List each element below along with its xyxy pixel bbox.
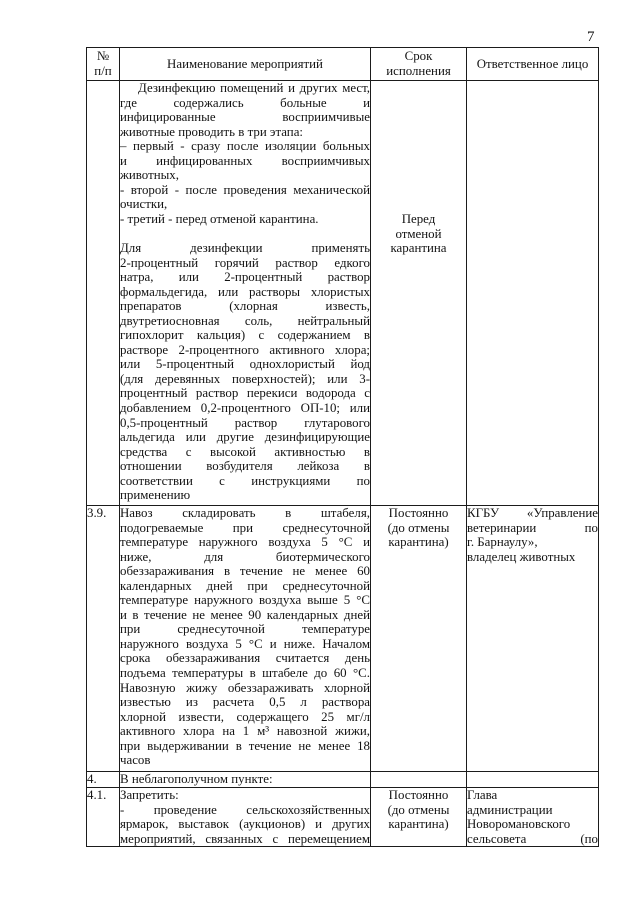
- paragraph: [120, 788, 370, 803]
- text-line: при выдерживании в течение не менее 18: [120, 738, 370, 753]
- responsible-cell: [467, 788, 599, 847]
- table-row: [87, 81, 599, 506]
- text-line: двутретиосновная соль, нейтральный: [120, 313, 370, 328]
- text-line: - проведение сельскохозяйственных: [120, 802, 370, 817]
- text-line: температуре наружного воздуха выше 5 °С: [120, 593, 370, 608]
- text-line: Новоромановского: [467, 817, 571, 832]
- deadline-cell: [371, 81, 467, 506]
- text-line: наружного воздуха 5 °С и ниже. Началом: [120, 636, 370, 651]
- text-line: карантина): [388, 535, 449, 550]
- responsible-cell: [467, 772, 599, 788]
- header-measures: Наименование мероприятий: [120, 48, 371, 81]
- header-row: [87, 48, 599, 81]
- text-line: - третий - перед отменой карантина.: [120, 211, 319, 226]
- text-line: Срок: [404, 49, 433, 64]
- deadline-cell: [371, 772, 467, 788]
- text-line: Постоянно: [388, 788, 449, 802]
- deadline-cell: [371, 788, 467, 847]
- text-line: Навоз складировать в штабеля,: [120, 506, 370, 520]
- text-line: известью из расчета 0,5 л раствора: [120, 695, 370, 710]
- paragraph: [120, 139, 370, 183]
- row-number: [87, 81, 120, 506]
- text-line: обеззараживания в течение не менее 60: [120, 564, 370, 579]
- text-line: добавлением 0,2-процентного ОП-10; или: [120, 401, 370, 416]
- text-line: активного хлора на 1 м³ навозной жижи,: [120, 724, 370, 739]
- text-line: Навозную жижу обеззараживать хлорной: [120, 680, 370, 695]
- measures-cell: [120, 772, 371, 788]
- responsible-cell: [467, 506, 599, 772]
- paragraph: [467, 506, 598, 550]
- text-line: исполнения: [386, 64, 451, 78]
- text-line: срока обеззараживания считается день: [120, 651, 370, 666]
- text-line: В неблагополучном пункте:: [120, 772, 273, 786]
- text-line: Глава: [467, 788, 498, 802]
- paragraph: [120, 772, 370, 787]
- measures-cell: [120, 788, 371, 847]
- text-line: животных,: [120, 168, 179, 183]
- page-number: 7: [587, 29, 595, 45]
- row-number: 3.9.: [87, 506, 120, 772]
- paragraph: [120, 803, 370, 847]
- text-line: мероприятий, связанных с перемещением: [120, 831, 370, 846]
- text-line: подъема температуры в штабеле до 60 °С.: [120, 666, 370, 681]
- text-line: №: [96, 49, 110, 64]
- text-line: процентный раствор перекиси водорода с: [120, 386, 370, 401]
- text-line: Перед: [401, 212, 436, 226]
- text-line: очистки,: [120, 197, 168, 212]
- text-line: соответствии с инструкциями по: [120, 473, 370, 488]
- paragraph: [120, 506, 370, 768]
- text-line: препаратов (хлорная известь,: [120, 299, 370, 314]
- text-line: - второй - после проведения механической: [120, 182, 370, 197]
- text-line: отношении возбудителя лейкоза в: [120, 459, 370, 474]
- paragraph: [467, 550, 598, 565]
- text-line: владелец животных: [467, 549, 576, 564]
- text-line: календарных дней при среднесуточной: [120, 578, 370, 593]
- measures-cell: [120, 81, 371, 506]
- paragraph: [120, 183, 370, 212]
- table-row: [87, 788, 599, 847]
- text-line: карантина: [390, 241, 447, 256]
- text-line: сельсовета (по: [467, 831, 598, 846]
- text-line: альдегида или другие дезинфицирующие: [120, 430, 370, 445]
- text-line: ниже, для биотермического: [120, 549, 370, 564]
- header-deadline: [371, 48, 467, 81]
- measures-table: [86, 47, 599, 847]
- text-line: КГБУ «Управление: [467, 506, 598, 520]
- text-line: или 5-процентный однохлористый йод: [120, 357, 370, 372]
- text-line: карантина): [388, 817, 449, 832]
- measures-cell: [120, 506, 371, 772]
- text-line: температуре наружного воздуха 5 °С и: [120, 535, 370, 550]
- text-line: растворе 2-процентного активного хлора;: [120, 342, 370, 357]
- table-row: [87, 506, 599, 772]
- table-body: [87, 48, 599, 847]
- paragraph: [120, 212, 370, 227]
- text-line: – первый - сразу после изоляции больных: [120, 139, 370, 154]
- text-line: Для дезинфекции применять: [120, 241, 370, 256]
- text-line: часов: [120, 753, 151, 768]
- text-line: 0,5-процентный раствор глутарового: [120, 415, 370, 430]
- text-line: где содержались больные и: [120, 95, 370, 110]
- text-line: и инфицированных восприимчивых: [120, 153, 370, 168]
- text-line: животные проводить в три этапа:: [120, 124, 304, 139]
- paragraph: [120, 81, 370, 139]
- paragraph: [467, 788, 598, 846]
- text-line: средства с высокой активностью в: [120, 444, 370, 459]
- text-line: ветеринарии по: [467, 520, 598, 535]
- text-line: Дезинфекцию помещений и других мест,: [138, 81, 370, 95]
- text-line: Запретить:: [120, 788, 179, 802]
- text-line: ярмарок, выставок (аукционов) и других: [120, 817, 370, 832]
- paragraph: [120, 241, 370, 503]
- text-line: натра, или 2-процентный раствор: [120, 270, 370, 285]
- text-line: 2-процентный горячий раствор едкого: [120, 255, 370, 270]
- text-line: формальдегида, или растворы хлористых: [120, 284, 370, 299]
- text-line: (до отмены: [387, 520, 450, 535]
- text-line: гипохлорит кальция) с содержанием в: [120, 328, 370, 343]
- text-line: (для деревянных поверхностей); или 3-: [120, 371, 370, 386]
- text-line: хлорной извести, содержащего 25 мг/л: [120, 709, 370, 724]
- text-line: инфицированные восприимчивые: [120, 110, 370, 125]
- text-line: подогреваемые при среднесуточной: [120, 520, 370, 535]
- deadline-cell: [371, 506, 467, 772]
- text-line: п/п: [94, 64, 112, 78]
- row-number: 4.1.: [87, 788, 120, 847]
- responsible-cell: [467, 81, 599, 506]
- text-line: и в течение не менее 90 календарных дней: [120, 607, 370, 622]
- text-line: применению: [120, 488, 191, 503]
- text-line: Постоянно: [388, 506, 449, 520]
- table-row: [87, 772, 599, 788]
- text-line: г. Барнаулу»,: [467, 535, 538, 550]
- header-responsible: Ответственное лицо: [467, 48, 599, 81]
- text-line: при среднесуточной температуре: [120, 622, 370, 637]
- text-line: отменой: [395, 226, 442, 241]
- text-line: (до отмены: [387, 802, 450, 817]
- header-number: [87, 48, 120, 81]
- text-line: администрации: [467, 802, 553, 817]
- row-number: 4.: [87, 772, 120, 788]
